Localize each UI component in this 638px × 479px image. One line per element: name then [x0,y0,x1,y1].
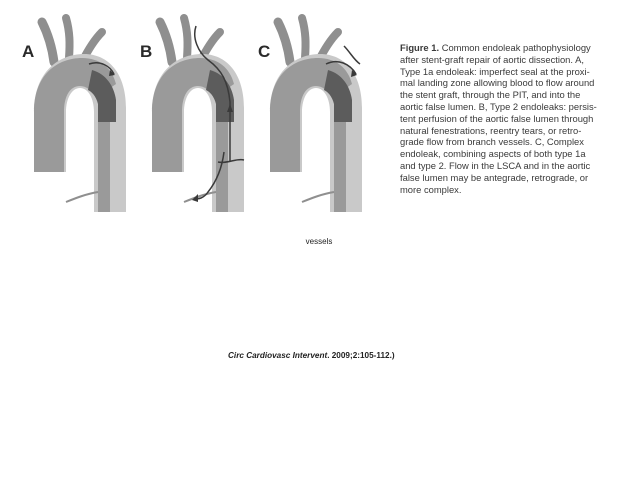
panel-label-a: A [22,42,35,61]
caption-figure-label: Figure 1. [400,42,440,53]
caption-line-text: Common endoleak pathophysiology [441,42,591,53]
panel-a-aorta [34,18,126,212]
caption-line: endoleak, combining aspects of both type 1a [400,148,586,160]
caption-line: after stent-graft repair of aortic dissection. A, [400,53,584,65]
caption-line: Type 1a endoleak: imperfect seal at the proxi- [400,65,590,77]
caption-line: mal landing zone allowing blood to flow around [400,77,595,89]
caption-line: tent perfusion of the aortic false lumen through [400,112,594,124]
citation [228,351,395,360]
caption-line: and type 2. Flow in the LSCA and in the aortic [400,159,591,171]
figure-caption [400,42,632,195]
panel-c-aorta [270,18,362,212]
panel-label-b: B [140,42,153,61]
caption-line: false lumen may be antegrade, retrograde, or [400,171,589,183]
caption-line: more complex. [400,183,462,195]
figure-image [14,12,624,222]
aortic-dissection-illustrations [14,12,384,222]
caption-line: grade flow from branch vessels. C, Complex [400,136,584,148]
caption-line [400,42,632,54]
citation-details: . 2009;2:105-112.) [327,351,395,360]
caption-line: aortic false lumen. B, Type 2 endoleaks: persis- [400,100,597,112]
vessels-text: vessels [305,237,333,246]
panel-label-c: C [258,42,271,61]
caption-line: natural fenestrations, reentry tears, or retro- [400,124,582,136]
caption-line: the stent graft, through the PIT, and into the [400,89,581,101]
panel-b-aorta [152,18,244,212]
citation-journal: Circ Cardiovasc Intervent [228,351,328,360]
